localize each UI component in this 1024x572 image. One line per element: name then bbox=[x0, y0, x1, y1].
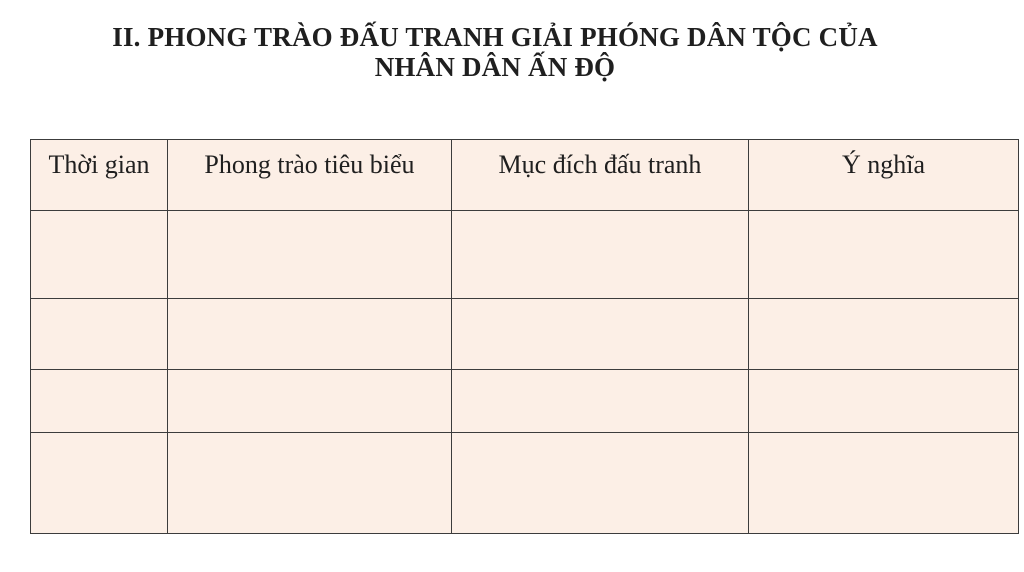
table-row bbox=[31, 433, 1019, 534]
table-cell[interactable] bbox=[168, 299, 452, 370]
section-title bbox=[0, 22, 990, 82]
table-cell[interactable] bbox=[452, 211, 749, 299]
table-cell[interactable] bbox=[452, 299, 749, 370]
table-cell[interactable] bbox=[31, 211, 168, 299]
table-cell[interactable] bbox=[749, 211, 1019, 299]
header-time: Thời gian bbox=[31, 140, 168, 211]
worksheet-table-container bbox=[30, 139, 1018, 533]
table-cell[interactable] bbox=[749, 433, 1019, 534]
table-cell[interactable] bbox=[168, 370, 452, 433]
table-header-row bbox=[31, 140, 1019, 211]
table-cell[interactable] bbox=[31, 370, 168, 433]
table-cell[interactable] bbox=[452, 370, 749, 433]
table-cell[interactable] bbox=[749, 370, 1019, 433]
header-significance: Ý nghĩa bbox=[749, 140, 1019, 211]
worksheet-table bbox=[30, 139, 1019, 534]
table-cell[interactable] bbox=[31, 299, 168, 370]
table-cell[interactable] bbox=[31, 433, 168, 534]
table-cell[interactable] bbox=[749, 299, 1019, 370]
table-cell[interactable] bbox=[168, 433, 452, 534]
title-line-1: II. PHONG TRÀO ĐẤU TRANH GIẢI PHÓNG DÂN TỘC CỦA bbox=[112, 22, 878, 52]
table-row bbox=[31, 211, 1019, 299]
table-cell[interactable] bbox=[168, 211, 452, 299]
table-cell[interactable] bbox=[452, 433, 749, 534]
header-purpose: Mục đích đấu tranh bbox=[452, 140, 749, 211]
header-movement: Phong trào tiêu biểu bbox=[168, 140, 452, 211]
title-line-2: NHÂN DÂN ẤN ĐỘ bbox=[374, 52, 616, 82]
table-row bbox=[31, 370, 1019, 433]
table-row bbox=[31, 299, 1019, 370]
